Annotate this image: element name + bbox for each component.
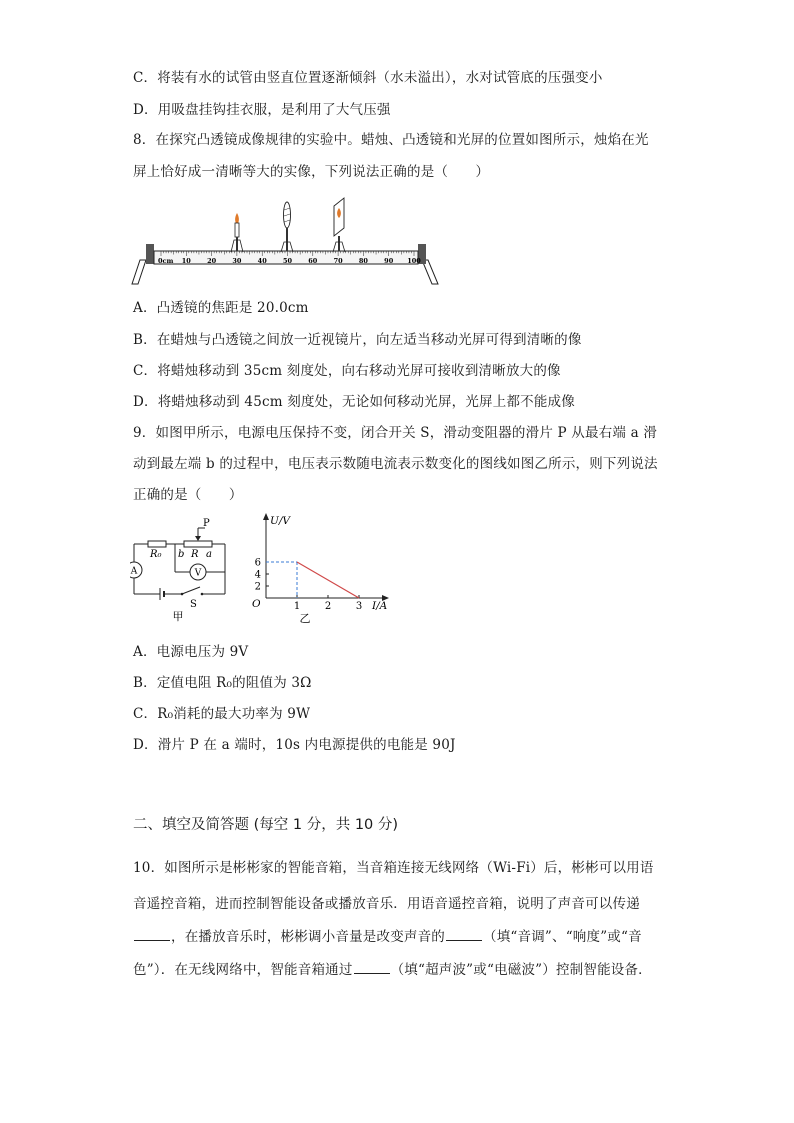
x-tick-label-3: 3	[355, 601, 363, 612]
blank-1[interactable]	[134, 928, 170, 941]
q10-line4	[133, 958, 652, 978]
blank-3[interactable]	[354, 961, 390, 974]
label-r0: R₀	[150, 549, 162, 560]
q8-option-c: C．将蜡烛移动到 35cm 刻度处，向右移动光屏可接收到清晰放大的像	[133, 363, 561, 379]
convex-lens-icon	[284, 202, 291, 251]
graph-xlabel: I/A	[372, 600, 388, 612]
graph-caption: 乙	[299, 612, 311, 625]
label-p: P	[203, 518, 210, 529]
ruler-label-50: 50	[282, 257, 293, 265]
circuit-diagram	[130, 514, 230, 626]
resistor-r0	[148, 541, 166, 547]
q9-stem-line3: 正确的是（ ）	[133, 487, 243, 503]
bench-left-leg	[132, 260, 146, 284]
ruler-label-90: 90	[384, 257, 394, 265]
y-tick-label-4: 4	[254, 569, 261, 581]
optical-bench-figure	[130, 196, 442, 288]
label-r: R	[191, 549, 199, 560]
ruler-label-100: 100	[407, 257, 421, 265]
circuit-caption: 甲	[172, 610, 184, 623]
q10-line2: 音遥控音箱，进而控制智能设备或播放音乐．用语音遥控音箱，说明了声音可以传递	[133, 896, 640, 912]
q10-line3-text-b: （填“音调”、“响度”或“音	[483, 929, 642, 945]
rheostat-r	[184, 541, 212, 547]
q9-stem-line2: 动到最左端 b 的过程中，电压表示数随电流表示数变化的图线如图乙所示，则下列说法	[133, 456, 658, 472]
graph-origin: O	[252, 598, 261, 610]
ruler-label-10: 10	[181, 257, 191, 265]
section-2-title: 二、填空及简答题 (每空 1 分，共 10 分)	[133, 817, 399, 833]
ruler-label-80: 80	[358, 257, 368, 265]
graph-ylabel: U/V	[270, 515, 290, 527]
q8-stem-line2: 屏上恰好成一清晰等大的实像，下列说法正确的是（ ）	[133, 164, 490, 180]
y-tick-label-6: 6	[254, 557, 261, 569]
q8-option-b: B．在蜡烛与凸透镜之间放一近视镜片，向左适当移动光屏可得到清晰的像	[133, 332, 582, 348]
x-tick-label-1: 1	[293, 601, 301, 612]
q9-option-d: D．滑片 P 在 a 端时，10s 内电源提供的电能是 90J	[133, 737, 456, 753]
y-axis-arrow	[263, 513, 269, 520]
voltmeter-label: V	[194, 568, 202, 579]
candle-icon	[235, 213, 239, 251]
q8-stem-line1: 8．在探究凸透镜成像规律的实验中。蜡烛、凸透镜和光屏的位置如图所示，烛焰在光	[133, 132, 649, 148]
q10-line1: 10．如图所示是彬彬家的智能音箱，当音箱连接无线网络（Wi-Fi）后，彬彬可以用语	[133, 860, 654, 876]
q9-option-a: A．电源电压为 9V	[133, 644, 249, 660]
slider-arrow	[195, 536, 201, 541]
ruler-label-40: 40	[257, 257, 267, 265]
u-i-graph	[248, 510, 398, 626]
u-i-line	[297, 562, 359, 598]
switch-label: S	[190, 599, 197, 610]
q10-line3-text-a: ，在播放音乐时，彬彬调小音量是改变声音的	[171, 929, 445, 945]
label-a: a	[206, 549, 212, 560]
graph-lines	[266, 562, 359, 598]
ruler-label-30: 30	[232, 257, 242, 265]
bench-left-post	[146, 244, 154, 264]
q9-option-c: C．R₀消耗的最大功率为 9W	[133, 706, 311, 722]
ruler-label-20: 20	[207, 257, 217, 265]
x-tick-label-2: 2	[324, 601, 332, 612]
switch-icon	[182, 587, 200, 594]
ruler-unit-label: 0cm	[158, 257, 174, 265]
ruler-label-60: 60	[308, 257, 318, 265]
ammeter-label: A	[130, 566, 138, 577]
q10-line4-text-a: 色”）．在无线网络中，智能音箱通过	[133, 962, 353, 978]
graph-ticks	[255, 558, 363, 613]
q9-option-b: B．定值电阻 R₀的阻值为 3Ω	[133, 675, 312, 691]
q9-stem-line1: 9．如图甲所示，电源电压保持不变，闭合开关 S，滑动变阻器的滑片 P 从最右端 a 滑	[133, 425, 658, 441]
label-b: b	[178, 549, 185, 560]
q7-option-d: D．用吸盘挂钩挂衣服，是利用了大气压强	[133, 102, 391, 118]
q8-option-d: D．将蜡烛移动到 45cm 刻度处，无论如何移动光屏，光屏上都不能成像	[133, 394, 575, 410]
q10-line3	[133, 925, 642, 945]
blank-2[interactable]	[446, 928, 482, 941]
q7-option-c: C．将装有水的试管由竖直位置逐渐倾斜（水未溢出），水对试管底的压强变小	[133, 70, 603, 86]
y-tick-label-2: 2	[254, 581, 261, 593]
q10-line4-text-b: （填“超声波”或“电磁波”）控制智能设备．	[390, 962, 652, 978]
q8-option-a: A．凸透镜的焦距是 20.0cm	[133, 300, 309, 316]
ruler-label-70: 70	[333, 257, 343, 265]
